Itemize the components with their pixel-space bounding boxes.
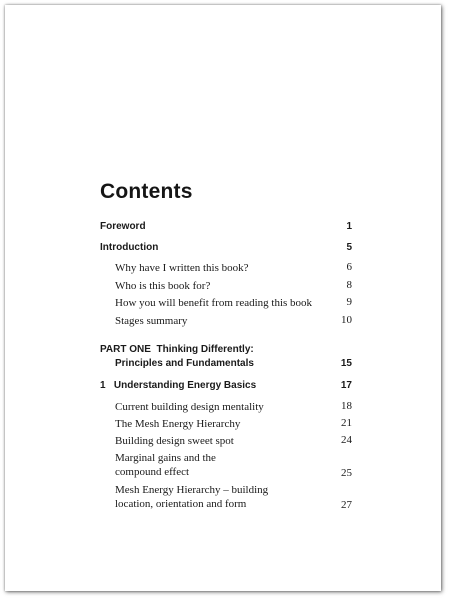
toc-entry [100,296,352,310]
toc-entry-label: Foreword [100,221,146,232]
toc-entry-label: Why have I written this book? [115,262,249,274]
toc-chapter-1 [100,380,352,391]
toc-entry-label: How you will benefit from reading this book [115,297,313,309]
toc-page-number: 15 [340,358,352,369]
toc-entry-introduction [100,242,352,253]
toc-part-one [100,343,352,371]
toc-entry [100,400,352,414]
toc-entry-label-line2: compound effect [115,466,190,478]
toc-entry [100,279,352,293]
toc-page-number: 10 [341,314,352,326]
toc-entry-label-line1: Marginal gains and the [115,452,216,464]
toc-page-number: 21 [341,417,352,429]
toc-entry-label: Stages summary [115,315,188,327]
toc-entry-foreword [100,221,352,232]
toc-page-number: 1 [346,221,352,232]
toc-entry [100,314,352,328]
toc-entry-label: 1 Understanding Energy Basics [100,380,257,391]
toc-entry-label: Who is this book for? [115,280,211,292]
toc-entry-label-line2: location, orientation and form [115,498,247,510]
toc-part-title-line1: PART ONE Thinking Differently: [100,344,254,355]
toc-entry-label-line1: Mesh Energy Hierarchy – building [115,484,269,496]
toc-page-number: 8 [346,279,352,291]
toc-entry [100,451,352,479]
toc-entry [100,261,352,275]
toc-page-number: 9 [346,296,352,308]
toc-page-number: 24 [341,434,352,446]
toc-page-number: 25 [341,467,352,479]
toc-page-number: 5 [346,242,352,253]
contents-title: Contents [100,180,193,203]
toc-page-number: 27 [341,499,352,511]
toc-page-number: 6 [346,261,352,273]
toc-entry-label: Introduction [100,242,159,253]
toc-page-number: 17 [340,380,352,391]
toc-entry-label: The Mesh Energy Hierarchy [115,418,241,430]
toc-entry [100,417,352,431]
toc-part-title-line2: Principles and Fundamentals [115,358,254,369]
toc-entry-label: Building design sweet spot [115,435,234,447]
toc-entry [100,483,352,511]
toc-page-number: 18 [341,400,352,412]
toc-entry-label: Current building design mentality [115,401,264,413]
toc-entry [100,434,352,448]
